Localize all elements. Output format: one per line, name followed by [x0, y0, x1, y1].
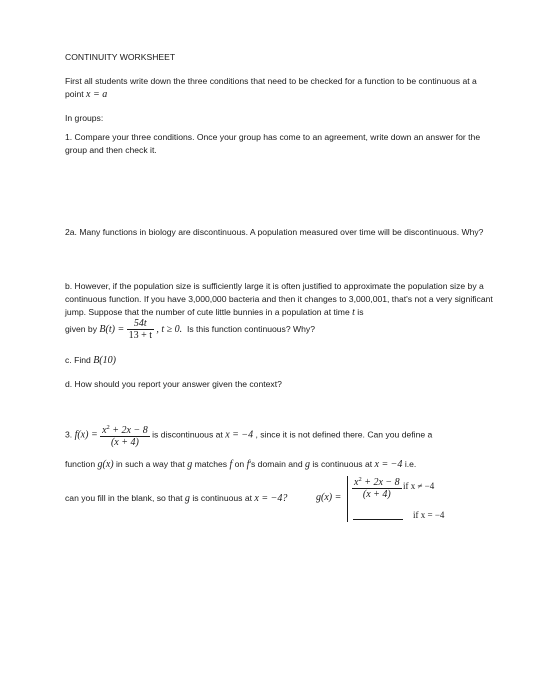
- q3-l2-f1: f: [229, 459, 233, 470]
- question-2c: [65, 354, 495, 367]
- q3-l3-question-mark: ?: [282, 493, 288, 504]
- q3-l2-domain: 's domain and: [249, 459, 303, 469]
- q2b-numerator: 54t: [127, 318, 154, 330]
- q3-denominator: (x + 4): [110, 437, 139, 448]
- q3-l3-text-a: can you fill in the blank, so that: [65, 493, 183, 503]
- q3-case1-num-a: x: [354, 477, 359, 488]
- q3-brace: [347, 476, 348, 522]
- q3-l3-text-b: is continuous at: [192, 493, 253, 503]
- question-1: 1. Compare your three conditions. Once your group has come to an agreement, write down an answer for the group and then check it.: [65, 132, 481, 155]
- q3-case1-num-b: + 2x − 8: [364, 477, 400, 488]
- q3-case1-condition: if x ≠ −4: [403, 481, 435, 491]
- q2b-text: b. However, if the population size is sufficiently large it is often justified to approximate the population size by a continuous function. If you have 3,000,000 bacteria and then it changes to 3,000,001, that's not a very significant jump. Suppose that the number of cute little bunnies in a population at time: [65, 281, 493, 317]
- intro-text: First all students write down the three conditions that need to be checked for a function to be continuous at a point: [65, 76, 477, 99]
- q3-l2-g2: g: [305, 459, 310, 470]
- question-3-line3: [65, 492, 325, 505]
- q2b-given-by: given by: [65, 323, 98, 334]
- q3-num-b: + 2x − 8: [112, 425, 148, 436]
- q3-l2-g: g: [187, 459, 193, 470]
- q3-answer-blank[interactable]: [353, 519, 403, 520]
- question-2a: 2a. Many functions in biology are discontinuous. A population measured over time will be discontinuous. Why?: [65, 227, 484, 237]
- q3-case2-condition: if x = −4: [413, 510, 445, 520]
- q3-l2-function: function: [65, 459, 96, 469]
- q3-num-a: x: [102, 425, 107, 436]
- q3-case1-frac: [352, 474, 402, 500]
- q3-text1: is discontinuous at: [152, 429, 223, 440]
- q3-case1-numerator: [352, 474, 402, 489]
- q3-l2-at-x: x = −4: [374, 459, 403, 470]
- q3-case1-denominator: (x + 4): [362, 489, 391, 500]
- question-3-line1: [65, 422, 495, 448]
- q3-case1-num-exp: 2: [358, 476, 362, 483]
- q3-l2-continuous: is continuous at: [312, 459, 373, 469]
- q3-g-def: g(x) =: [316, 492, 342, 503]
- q3-l2-on: on: [234, 459, 245, 469]
- q3-l3-at-x: x = −4: [254, 493, 283, 504]
- q2c-math: B(10): [93, 355, 116, 366]
- q3-l2-text-b: in such a way that: [116, 459, 185, 469]
- q2b-formula-line: [65, 318, 495, 341]
- intro-math: x = a: [86, 89, 108, 100]
- q3-text2: , since it is not defined there. Can you define a: [255, 429, 433, 440]
- q3-l2-f2: f: [246, 459, 250, 470]
- q3-f-of-x: f(x) =: [74, 429, 98, 441]
- q2b-condition: , t ≥ 0.: [156, 323, 183, 335]
- q2b-B-of-t: B(t) =: [99, 323, 125, 335]
- q3-l2-ie: i.e.: [404, 459, 417, 469]
- worksheet-title: CONTINUITY WORKSHEET: [65, 52, 176, 62]
- q2b-t-var: t: [352, 307, 355, 318]
- intro-paragraph: [65, 75, 495, 101]
- question-3-line2: [65, 458, 505, 471]
- q3-number: 3.: [65, 429, 73, 440]
- q2b-fraction: [127, 318, 154, 341]
- q3-numerator: [100, 422, 150, 437]
- q3-at-x: x = −4: [225, 429, 254, 441]
- q3-l3-g: g: [184, 493, 190, 504]
- question-2b: [65, 280, 495, 319]
- in-groups-label: In groups:: [65, 113, 104, 123]
- q2c-label: c. Find: [65, 355, 91, 365]
- q2b-is: is: [357, 307, 364, 317]
- q2b-question: Is this function continuous? Why?: [186, 323, 315, 334]
- q3-case1-fraction: [352, 474, 402, 500]
- q2b-denominator: 13 + t: [128, 330, 153, 341]
- question-2d: d. How should you report your answer given the context?: [65, 379, 282, 389]
- q3-fraction: [100, 422, 150, 448]
- q3-num-exp: 2: [106, 424, 110, 431]
- q3-l2-g-of-x: g(x): [97, 459, 114, 470]
- q3-l2-matches: matches: [194, 459, 228, 469]
